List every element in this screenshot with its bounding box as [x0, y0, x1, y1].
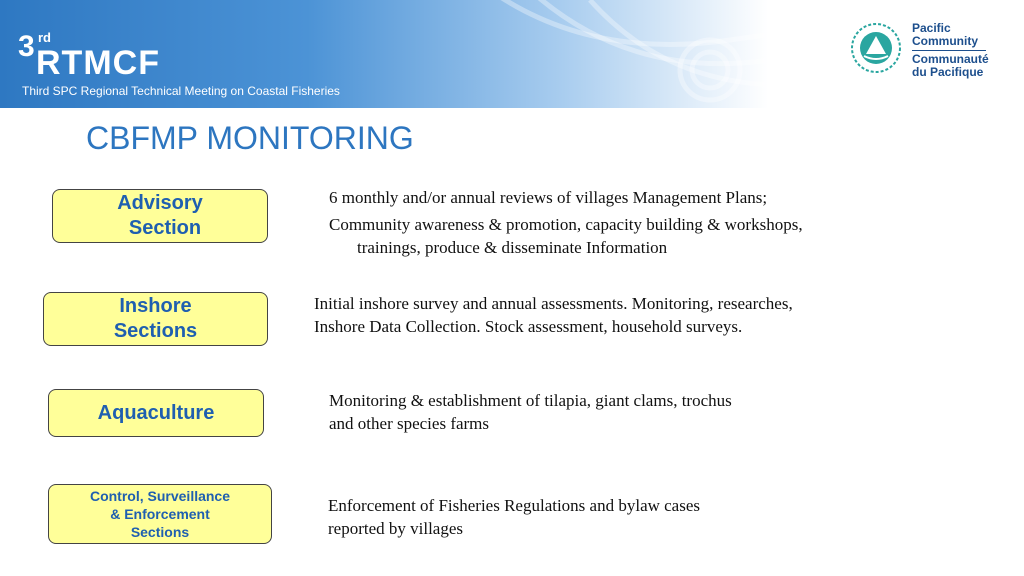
- header-banner: [0, 0, 1024, 108]
- box-label-line: Advisory: [117, 192, 203, 214]
- pacific-community-text: [912, 22, 989, 79]
- aquaculture-description: [329, 389, 732, 435]
- desc-line: Initial inshore survey and annual assessments. Monitoring, researches,: [314, 294, 793, 313]
- advisory-section-box: [52, 189, 268, 243]
- enforcement-description: [328, 494, 700, 540]
- pacific-community-emblem-icon: [850, 22, 902, 74]
- box-label-line: Section: [128, 217, 202, 239]
- control-surveillance-enforcement-box: [48, 484, 272, 544]
- logo-text-line: Communauté: [912, 52, 989, 66]
- desc-line: reported by villages: [328, 519, 464, 538]
- logo-text-line: Community: [912, 34, 978, 48]
- advisory-description: [329, 186, 803, 259]
- box-label-line: Sections: [130, 524, 190, 540]
- box-label-line: Inshore: [119, 295, 192, 317]
- desc-line: Community awareness & promotion, capacity building & workshops,: [329, 215, 803, 234]
- box-label-line: Aquaculture: [97, 401, 215, 424]
- inshore-sections-box: [43, 292, 268, 346]
- desc-line: Enforcement of Fisheries Regulations and bylaw cases: [328, 496, 701, 515]
- desc-line: and other species farms: [329, 414, 490, 433]
- wave-pattern-decoration: [470, 0, 890, 108]
- desc-line: 6 monthly and/or annual reviews of villages Management Plans;: [329, 188, 768, 207]
- box-label-line: Sections: [113, 320, 198, 342]
- logo-ordinal-suffix: rd: [38, 30, 51, 45]
- logo-text-line: Pacific: [912, 21, 951, 35]
- desc-line: Monitoring & establishment of tilapia, giant clams, trochus: [329, 391, 732, 410]
- meeting-tagline: Third SPC Regional Technical Meeting on Coastal Fisheries: [22, 84, 340, 98]
- desc-line: trainings, produce & disseminate Information: [357, 238, 668, 257]
- logo-divider: [912, 50, 986, 51]
- logo-text-line: du Pacifique: [912, 65, 984, 79]
- desc-line: Inshore Data Collection. Stock assessment, household surveys.: [314, 317, 743, 336]
- page-title: CBFMP MONITORING: [86, 120, 414, 156]
- box-label-line: Control, Surveillance: [89, 488, 231, 504]
- aquaculture-box: [48, 389, 264, 437]
- inshore-description: [314, 292, 793, 338]
- logo-ordinal: 3: [18, 30, 35, 63]
- box-label-line: & Enforcement: [110, 506, 210, 522]
- logo-wordmark: RTMCF: [36, 44, 160, 82]
- pacific-community-logo: [850, 22, 990, 82]
